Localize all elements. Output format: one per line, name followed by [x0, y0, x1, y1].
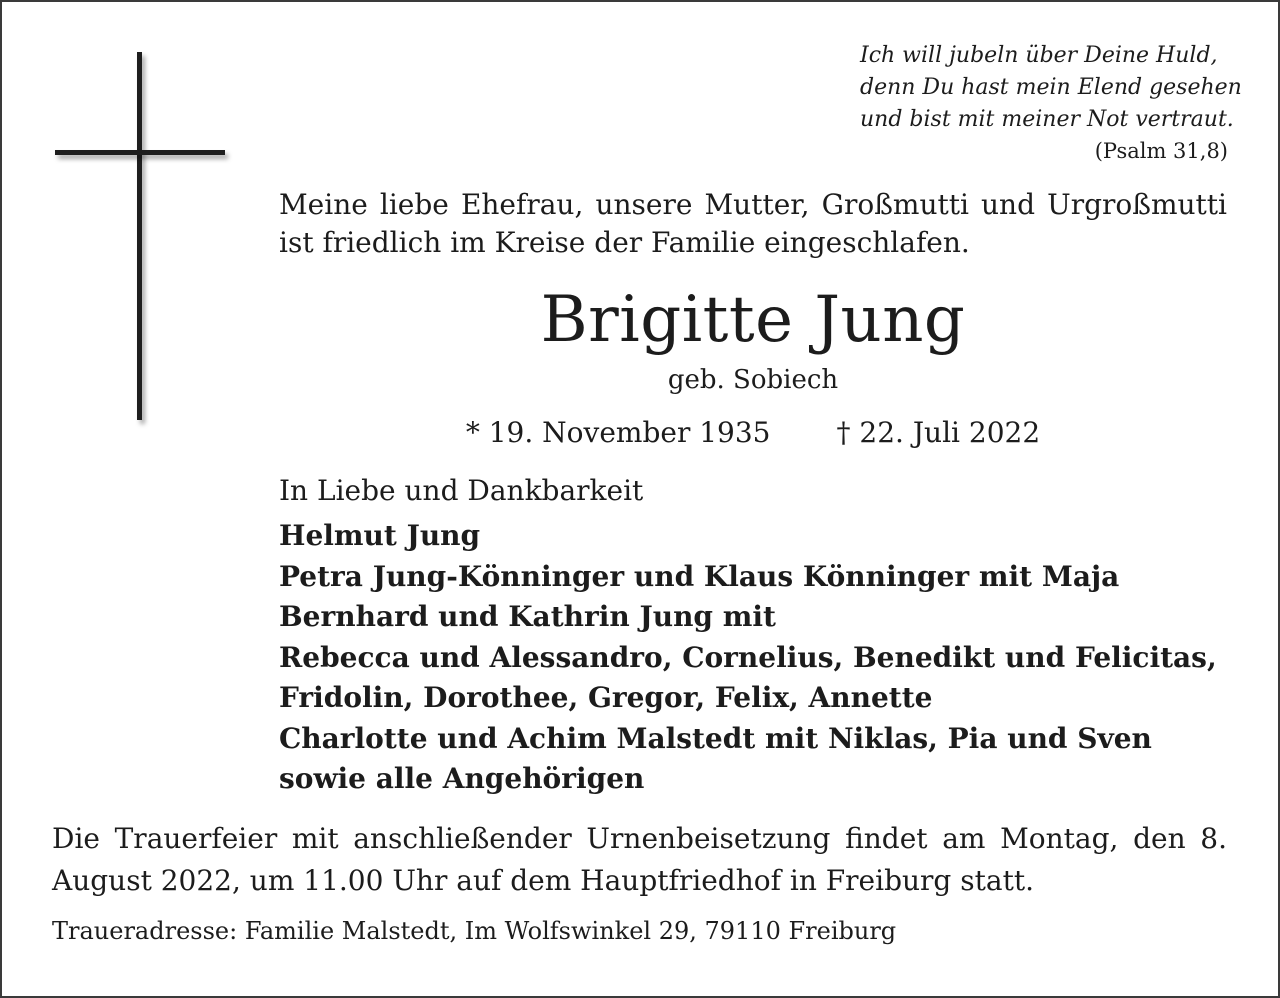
- intro-text: Meine liebe Ehefrau, unsere Mutter, Großmutti und Urgroßmutti ist friedlich im Kreise der Familie eingeschlafen.: [279, 188, 1227, 259]
- psalm-quote: [860, 40, 1242, 166]
- thanks-line: In Liebe und Dankbarkeit: [279, 474, 644, 507]
- psalm-line: denn Du hast mein Elend gesehen: [860, 75, 1242, 100]
- mourners-list: [279, 516, 1227, 800]
- deceased-name: Brigitte Jung: [540, 283, 966, 357]
- mourner-line: Fridolin, Dorothee, Gregor, Felix, Annette: [279, 681, 933, 714]
- psalm-reference: (Psalm 31,8): [1094, 139, 1228, 163]
- life-dates: [279, 414, 1227, 452]
- birth-date: * 19. November 1935: [465, 416, 771, 449]
- mourner-line: Charlotte und Achim Malstedt mit Niklas, Pia und Sven: [279, 721, 1152, 755]
- maiden-name: geb. Sobiech: [667, 365, 839, 395]
- service-announcement: Die Trauerfeier mit anschließender Urnenbeisetzung findet am Montag, den 8. August 2022, um 11.00 Uhr auf dem Hauptfriedhof in Freiburg statt.: [52, 822, 1227, 897]
- mourner-line: sowie alle Angehörigen: [279, 762, 645, 795]
- mourner-line: Bernhard und Kathrin Jung mit: [279, 600, 776, 633]
- psalm-line: und bist mit meiner Not vertraut.: [860, 107, 1234, 132]
- psalm-line: Ich will jubeln über Deine Huld,: [860, 43, 1218, 68]
- death-date: † 22. Juli 2022: [836, 416, 1041, 449]
- cross-horizontal-beam: [55, 150, 225, 155]
- cross-vertical-beam: [137, 52, 142, 420]
- mourner-line: Helmut Jung: [279, 519, 481, 552]
- mourner-line: Rebecca und Alessandro, Cornelius, Benedikt und Felicitas,: [279, 640, 1217, 674]
- mourning-address: Traueradresse: Familie Malstedt, Im Wolfswinkel 29, 79110 Freiburg: [52, 917, 897, 945]
- mourner-line: Petra Jung-Könninger und Klaus Könninger mit Maja: [279, 559, 1120, 593]
